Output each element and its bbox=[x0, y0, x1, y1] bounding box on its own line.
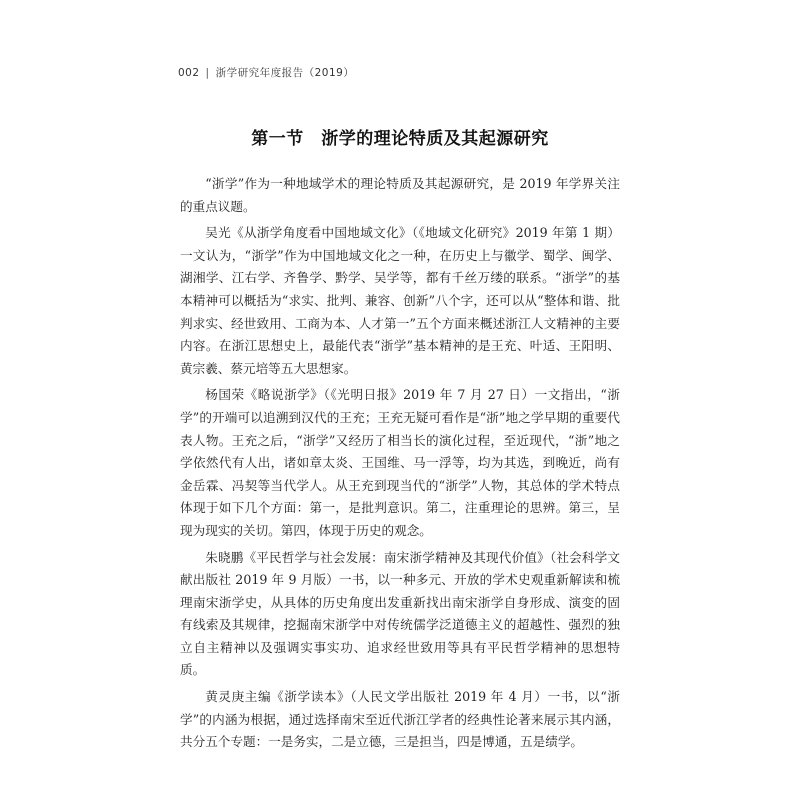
paragraph-intro: “浙学”作为一种地域学术的理论特质及其起源研究，是 2019 年学界关注的重点议题。 bbox=[180, 176, 620, 214]
header-separator: | bbox=[205, 67, 210, 79]
paragraph-yang-guorong: 杨国荣《略说浙学》（《光明日报》2019 年 7 月 27 日）一文指出，“浙学”的开端可以追溯到汉代的王充；王充无疑可看作是“浙”地之学早期的重要代表人物。王充之后，“浙学”又经历了相当长的演化过程，至近现代，“浙”地之学依然代有人出，诸如章太炎、王国维、马一浮等，均为其选，到晚近，尚有金岳霖、冯契等当代学人。从王充到现当代的“浙学”人物，其总体的学术特点体现于如下几个方面：第一，是批判意识。第二，注重理论的思辨。第三，呈现为现实的关切。第四，体现于历史的观念。 bbox=[180, 387, 620, 538]
book-title: 浙学研究年度报告（2019） bbox=[215, 67, 355, 79]
body-text bbox=[180, 173, 620, 758]
paragraph-zhu-xiaopeng: 朱晓鹏《平民哲学与社会发展：南宋浙学精神及其现代价值》（社会科学文献出版社 2019 年 9 月版）一书，以一种多元、开放的学术史观重新解读和梳理南宋浙学史，从具体的历史角度出发重新找出南宋浙学自身形成、演变的固有线索及其规律，挖掘南宋浙学中对传统儒学泛道德主义的超越性、强烈的独立自主精神以及强调实事实功、追求经世致用等具有平民哲学精神的思想特质。 bbox=[180, 549, 620, 678]
paragraph-wu-guang: 吴光《从浙学角度看中国地域文化》（《地域文化研究》2019 年第 1 期）一文认为，“浙学”作为中国地域文化之一种，在历史上与徽学、蜀学、闽学、湖湘学、江右学、齐鲁学、黔学、吴学等，都有千丝万缕的联系。“浙学”的基本精神可以概括为“求实、批判、兼容、创新”八个字，还可以从“整体和谐、批判求实、经世致用、工商为本、人才第一”五个方面来概述浙江人文精神的主要内容。在浙江思想史上，最能代表“浙学”基本精神的是王充、叶适、王阳明、黄宗羲、蔡元培等五大思想家。 bbox=[180, 225, 620, 376]
page-number: 002 bbox=[178, 67, 200, 79]
paragraph-huang-linggeng: 黄灵庚主编《浙学读本》（人民文学出版社 2019 年 4 月）一书，以“浙学”的内涵为根据，通过选择南宋至近代浙江学者的经典性论著来展示其内涵，共分五个专题：一是务实，二是立德，三是担当，四是博通，五是绩学。 bbox=[180, 689, 620, 750]
section-title: 第一节 浙学的理论特质及其起源研究 bbox=[251, 129, 549, 149]
running-header bbox=[178, 65, 354, 80]
